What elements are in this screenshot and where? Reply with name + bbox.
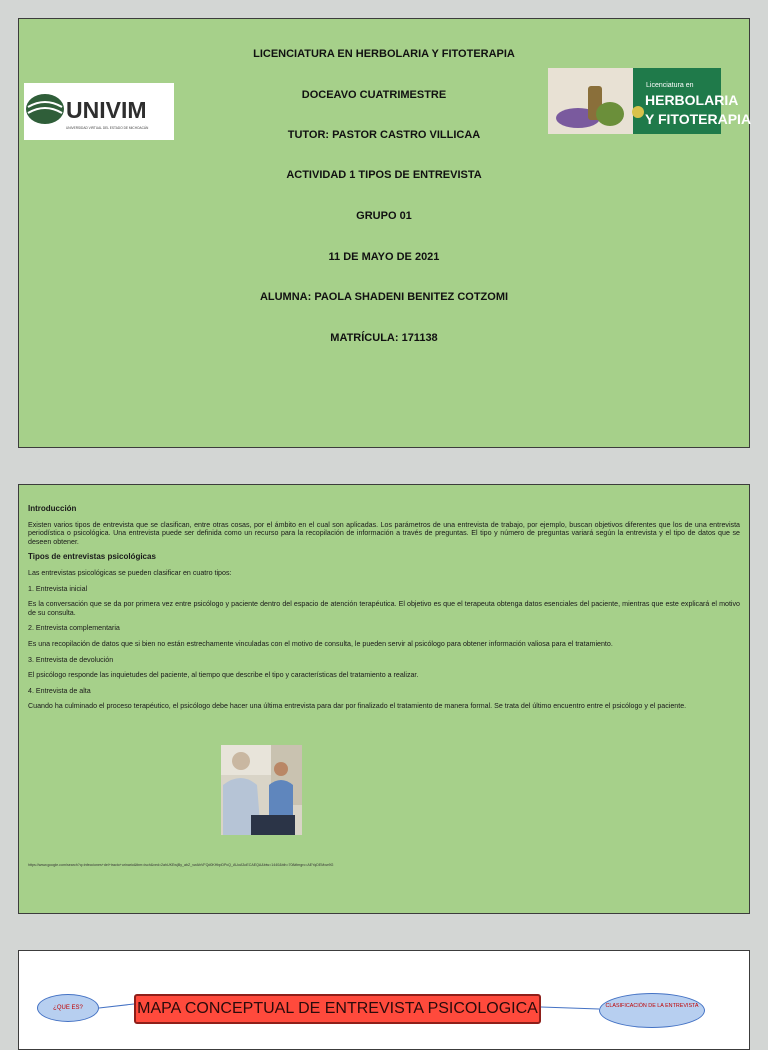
cover-id: MATRÍCULA: 171138 bbox=[330, 332, 438, 344]
concept-map-title: MAPA CONCEPTUAL DE ENTREVISTA PSICOLOGICA bbox=[134, 994, 541, 1024]
cover-date: 11 DE MAYO DE 2021 bbox=[328, 251, 440, 263]
type-4-text: Cuando ha culminado el proceso terapéutico, el psicólogo debe hacer una última entrevista para dar por finalizado el tratamiento de manera formal. Se trata del último encuentro entre el psicólogo y el paciente. bbox=[28, 702, 687, 711]
type-2-text: Es una recopilación de datos que si bien no están estrechamente vinculadas con el motivo de consulta, le pueden servir al psicólogo para obtener información valiosa para el tratamiento. bbox=[28, 639, 613, 648]
herbolaria-logo-line1: HERBOLARIA bbox=[645, 92, 739, 108]
type-3-text: El psicólogo responde las inquietudes del paciente, al tiempo que describe el tipo y características del tratamiento a realizar. bbox=[28, 671, 419, 680]
herbolaria-logo-small: Licenciatura en bbox=[646, 82, 694, 89]
cover-activity: ACTIVIDAD 1 TIPOS DE ENTREVISTA bbox=[286, 169, 482, 181]
cover-group: GRUPO 01 bbox=[356, 210, 412, 222]
type-2-title: 2. Entrevista complementaria bbox=[28, 624, 120, 633]
clasificacion-node: CLASIFICACIÓN DE LA ENTREVISTA bbox=[599, 993, 705, 1028]
types-paragraph: Las entrevistas psicológicas se pueden clasificar en cuatro tipos: bbox=[28, 568, 232, 577]
cover-student: ALUMNA: PAOLA SHADENI BENITEZ COTZOMI bbox=[259, 291, 509, 303]
source-url[interactable]: https://www.google.com/search?q=infecciones+del+tracto+urinario&tbm=isch&ved=2ahUKEwjBy_abZ_vwAhVFQd0KHbpDPcQ_AUoA3oECAEQA&biw=1440&bih=708#imgrc=AEYqDEMxw9G bbox=[28, 863, 334, 867]
introduction-text bbox=[28, 505, 740, 718]
intro-heading: Introducción bbox=[28, 504, 77, 513]
herbolaria-logo-line2: Y FITOTERAPIA bbox=[645, 111, 752, 127]
introduction-page bbox=[18, 484, 750, 914]
concept-map-page bbox=[18, 950, 750, 1050]
type-1-title: 1. Entrevista inicial bbox=[28, 584, 88, 593]
que-es-node: ¿QUE ES? bbox=[37, 994, 99, 1022]
type-3-title: 3. Entrevista de devolución bbox=[28, 655, 114, 664]
cover-page bbox=[18, 18, 750, 448]
intro-paragraph: Existen varios tipos de entrevista que se clasifican, entre otras cosas, por el ámbito en el cual son aplicadas. Los parámetros de una entrevista de trabajo, por ejemplo, buscan objetivos diferentes que los de una entrevista periodística o psicológica. Una entrevista puede ser definida como un recurso para la recopilación de información a través de preguntas. El tipo y número de preguntas variará según la entrevista y el tipo de datos que se deseen obtener. bbox=[28, 520, 740, 546]
type-4-title: 4. Entrevista de alta bbox=[28, 686, 91, 695]
cover-program: LICENCIATURA EN HERBOLARIA Y FITOTERAPIA bbox=[253, 48, 515, 60]
interview-photo bbox=[221, 745, 302, 835]
univim-logo-text: UNIVIM bbox=[66, 97, 147, 123]
univim-logo-subtext: UNIVERSIDAD VIRTUAL DEL ESTADO DE MICHOACÁN bbox=[66, 126, 149, 130]
herbolaria-logo bbox=[548, 68, 752, 134]
type-1-text: Es la conversación que se da por primera vez entre psicólogo y paciente dentro del espacio de atención terapéutica. El objetivo es que el terapeuta obtenga datos esenciales del paciente, mientras que este explicará el motivo de su consulta. bbox=[28, 600, 740, 617]
cover-term: DOCEAVO CUATRIMESTRE bbox=[301, 89, 447, 101]
types-heading: Tipos de entrevistas psicológicas bbox=[28, 552, 156, 562]
cover-tutor: TUTOR: PASTOR CASTRO VILLICAA bbox=[287, 129, 481, 141]
univim-logo bbox=[24, 83, 174, 140]
